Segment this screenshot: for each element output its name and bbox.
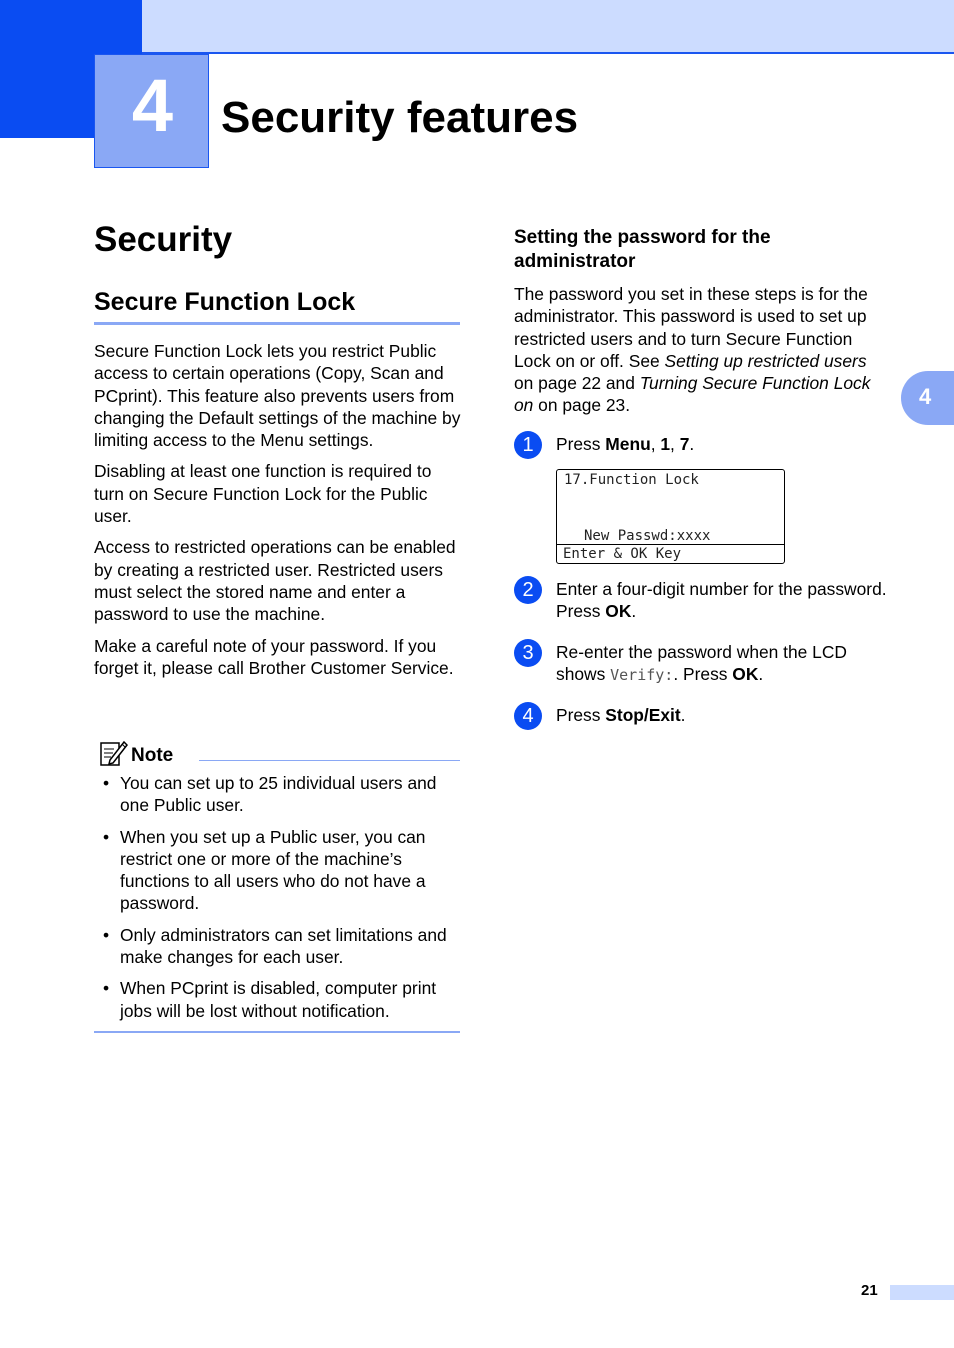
lcd-line: New Passwd:xxxx bbox=[584, 528, 711, 544]
header-band bbox=[142, 0, 954, 54]
note-item-text: When you set up a Public user, you can restrict one or more of the machine’s functions to all users who do not have a password. bbox=[120, 826, 426, 914]
step-number: 1 bbox=[514, 431, 542, 459]
subsection-heading: Secure Function Lock bbox=[94, 288, 460, 325]
paragraph: Secure Function Lock lets you restrict Public access to certain operations (Copy, Scan and PCprint). This feature also prevents users from changing the Default settings of the machine by limiting access to the Menu settings. bbox=[94, 341, 461, 451]
note-item: • You can set up to 25 individual users and one Public user. bbox=[103, 773, 437, 816]
note-item-text: Only administrators can set limitations and make changes for each user. bbox=[120, 924, 447, 968]
note-pencil-icon bbox=[98, 738, 128, 768]
step-number: 4 bbox=[514, 702, 542, 730]
page-number: 21 bbox=[861, 1282, 878, 1299]
lcd-line: 17.Function Lock bbox=[564, 472, 699, 488]
lcd-display bbox=[556, 469, 785, 564]
left-body bbox=[94, 340, 464, 688]
step-number: 2 bbox=[514, 576, 542, 604]
step-text: Enter a four-digit number for the password. Press OK. bbox=[556, 579, 887, 622]
note-header bbox=[94, 738, 460, 768]
note-bottom-rule bbox=[94, 1031, 460, 1033]
lcd-message: Verify: bbox=[610, 666, 674, 685]
chapter-number-box bbox=[94, 54, 209, 168]
paragraph: Make a careful note of your password. If you forget it, please call Brother Customer Service. bbox=[94, 635, 454, 678]
lcd-divider bbox=[557, 544, 784, 545]
side-tab-label: 4 bbox=[919, 384, 932, 409]
note-item: • When you set up a Public user, you can restrict one or more of the machine’s functions to all users who do not have a password. bbox=[103, 826, 426, 914]
cross-reference: Setting up restricted users bbox=[664, 350, 867, 371]
chapter-side-tab bbox=[901, 371, 954, 425]
note-label: Note bbox=[131, 745, 174, 766]
chapter-title: Security features bbox=[221, 93, 579, 142]
section-heading: Security bbox=[94, 220, 233, 259]
note-box bbox=[94, 738, 460, 1031]
lcd-line: Enter & OK Key bbox=[563, 546, 682, 562]
note-item-text: When PCprint is disabled, computer print jobs will be lost without notification. bbox=[120, 978, 437, 1021]
note-item: • When PCprint is disabled, computer print jobs will be lost without notification. bbox=[103, 978, 437, 1021]
chapter-number: 4 bbox=[131, 64, 174, 147]
step-text: Re-enter the password when the LCD shows Verify:. Press OK. bbox=[556, 642, 847, 685]
note-list bbox=[94, 772, 460, 1022]
cross-reference: Turning Secure Function Lock on bbox=[514, 373, 871, 416]
footer-bar bbox=[890, 1285, 954, 1300]
note-divider bbox=[199, 760, 460, 761]
step-text: Press Stop/Exit. bbox=[556, 705, 686, 725]
note-item: • Only administrators can set limitations and make changes for each user. bbox=[103, 924, 447, 968]
step-number: 3 bbox=[514, 639, 542, 667]
paragraph: Disabling at least one function is required to turn on Secure Function Lock for the Public user. bbox=[94, 461, 432, 527]
paragraph: Access to restricted operations can be enabled by creating a restricted user. Restricted users must select the stored name and enter a password to use the machine. bbox=[94, 537, 456, 625]
step-text: Press Menu, 1, 7. bbox=[556, 434, 695, 454]
note-item-text: You can set up to 25 individual users and one Public user. bbox=[120, 773, 437, 816]
right-intro: The password you set in these steps is for the administrator. This password is used to set up restricted users and to turn Secure Function Lock on or off. See Setting up restricted users on page 22 and Turning Secure Function Lock on on page 23. bbox=[514, 284, 871, 416]
right-heading: Setting the password for the administrator bbox=[514, 227, 771, 272]
